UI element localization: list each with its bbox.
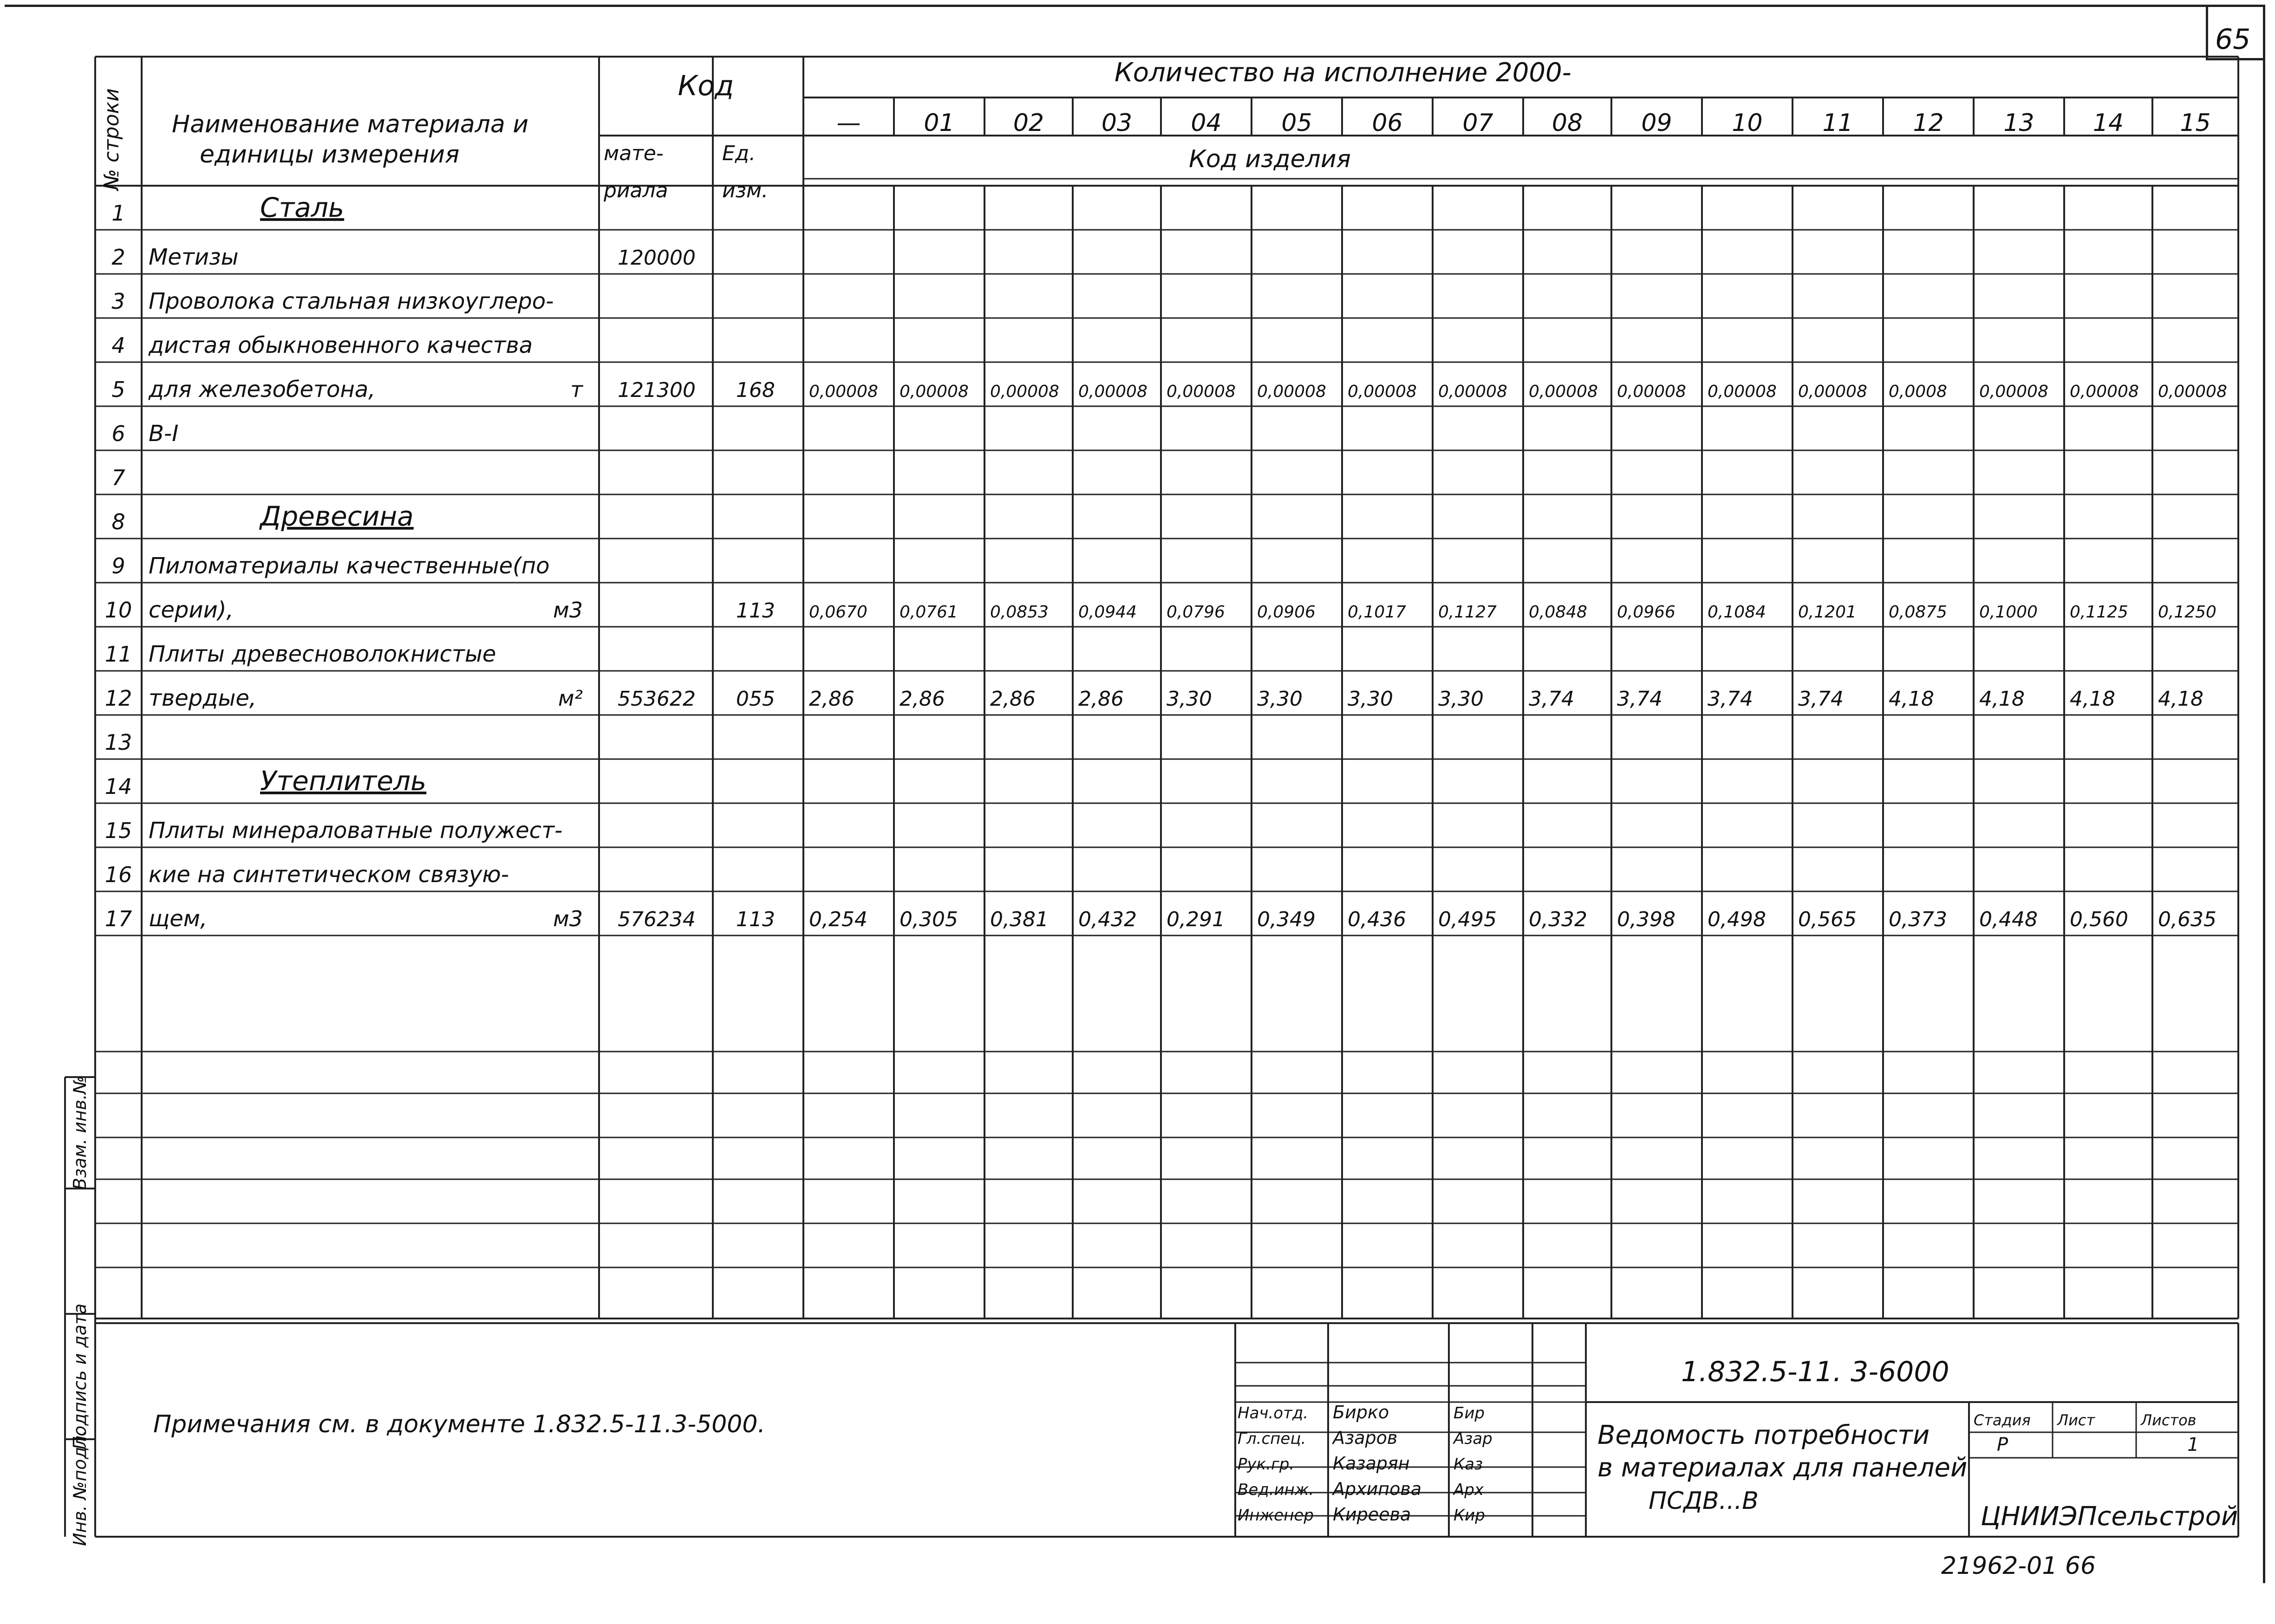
- quantity-value: 0,373: [1889, 908, 1947, 931]
- row-number: 2: [111, 245, 125, 270]
- quantity-value: 0,398: [1617, 908, 1675, 931]
- variant-header: 11: [1822, 109, 1853, 137]
- row-number: 6: [111, 421, 125, 446]
- variant-header: 06: [1372, 109, 1403, 137]
- material-name: серии),: [149, 597, 234, 623]
- variant-header: 12: [1913, 109, 1944, 137]
- variant-header: 04: [1191, 109, 1222, 137]
- quantity-value: 0,00008: [1438, 382, 1507, 401]
- quantity-value: 0,349: [1257, 908, 1316, 931]
- signatory-signature: Азар: [1454, 1429, 1493, 1448]
- archive-number: 21962-01 66: [1941, 1552, 2096, 1580]
- quantity-value: 3,74: [1529, 687, 1574, 711]
- sheet-label: Лист: [2057, 1411, 2095, 1429]
- material-code-header: риала: [604, 179, 668, 202]
- row-number: 4: [111, 333, 125, 358]
- material-name: Пиломатериалы качественные(по: [149, 553, 550, 579]
- material-name: В-I: [149, 421, 179, 447]
- quantity-value: 0,0796: [1167, 603, 1225, 622]
- material-name: твердые,: [149, 685, 257, 711]
- row-number-header: № строки: [100, 88, 124, 190]
- signatory-name: Азаров: [1333, 1428, 1398, 1448]
- quantity-value: 3,74: [1708, 687, 1753, 711]
- row-number: 8: [111, 509, 125, 534]
- quantity-value: 4,18: [1889, 687, 1934, 711]
- signatory-signature: Кир: [1454, 1506, 1485, 1525]
- quantity-value: 0,0875: [1889, 603, 1947, 622]
- signatory-role: Нач.отд.: [1238, 1404, 1309, 1423]
- quantity-value: 0,00008: [2070, 382, 2139, 401]
- quantity-value: 0,1017: [1348, 603, 1406, 622]
- sheets-label: Листов: [2141, 1411, 2197, 1429]
- document-title: Ведомость потребности: [1597, 1420, 1930, 1450]
- quantity-value: 0,565: [1798, 908, 1857, 931]
- quantity-value: 0,1250: [2158, 603, 2216, 622]
- signatory-signature: Бир: [1454, 1404, 1485, 1423]
- quantity-value: 0,00008: [990, 382, 1059, 401]
- code-header: Код: [678, 70, 734, 102]
- variant-header: 01: [924, 109, 955, 137]
- row-number: 10: [104, 598, 132, 623]
- quantity-value: 0,00008: [1167, 382, 1236, 401]
- side-stamp-label: Подпись и дата: [70, 1303, 90, 1450]
- unit-symbol: м²: [558, 686, 583, 711]
- variant-header: 08: [1551, 109, 1583, 137]
- section-heading: Сталь: [260, 192, 345, 223]
- document-note: Примечания см. в документе 1.832.5-11.3-5000.: [153, 1410, 766, 1438]
- material-name: для железобетона,: [149, 377, 376, 403]
- quantity-value: 0,0848: [1529, 603, 1587, 622]
- signatory-signature: Каз: [1454, 1455, 1483, 1474]
- unit-code: 113: [736, 599, 775, 623]
- quantity-value: 2,86: [809, 687, 854, 711]
- quantity-value: 0,00008: [2158, 382, 2227, 401]
- quantity-value: 0,254: [809, 908, 867, 931]
- document-title: ПСДВ...В: [1649, 1487, 1759, 1515]
- stage-value: Р: [1997, 1434, 2008, 1455]
- quantity-value: 2,86: [990, 687, 1036, 711]
- quantity-value: 4,18: [1979, 687, 2025, 711]
- quantity-value: 4,18: [2070, 687, 2115, 711]
- variant-header: 13: [2003, 109, 2034, 137]
- document-code: 1.832.5-11. 3-6000: [1681, 1356, 1949, 1388]
- unit-header: изм.: [722, 179, 769, 202]
- material-name: щем,: [149, 906, 208, 932]
- quantity-value: 2,86: [1078, 687, 1124, 711]
- quantity-value: 0,0853: [990, 603, 1049, 622]
- signatory-role: Инженер: [1238, 1506, 1314, 1525]
- name-header: единицы измерения: [200, 141, 460, 169]
- variant-header: 03: [1101, 109, 1133, 137]
- unit-code: 113: [736, 908, 775, 931]
- quantity-value: 0,00008: [1078, 382, 1147, 401]
- quantity-value: 2,86: [900, 687, 945, 711]
- unit-code: 168: [736, 378, 775, 402]
- row-number: 15: [104, 818, 132, 843]
- stage-label: Стадия: [1974, 1411, 2031, 1429]
- quantity-value: 0,381: [990, 908, 1049, 931]
- side-stamp-label: Инв. №подл.: [70, 1429, 90, 1546]
- material-name: Проволока стальная низкоуглеро-: [149, 288, 554, 314]
- material-code: 576234: [618, 908, 696, 931]
- variant-header: 09: [1641, 109, 1672, 137]
- quantity-value: 0,560: [2070, 908, 2128, 931]
- quantity-value: 0,332: [1529, 908, 1587, 931]
- quantity-value: 0,00008: [1979, 382, 2048, 401]
- row-number: 16: [104, 862, 132, 887]
- unit-header: Ед.: [722, 142, 756, 165]
- quantity-value: 0,00008: [1798, 382, 1867, 401]
- signatory-name: Киреева: [1333, 1504, 1411, 1525]
- row-number: 14: [104, 774, 132, 799]
- quantity-value: 0,0761: [900, 603, 958, 622]
- signatory-name: Архипова: [1333, 1479, 1422, 1499]
- material-name: кие на синтетическом связую-: [149, 862, 509, 888]
- quantity-value: 3,30: [1167, 687, 1212, 711]
- quantity-value: 0,305: [900, 908, 958, 931]
- quantity-value: 0,0008: [1889, 382, 1947, 401]
- material-name: дистая обыкновенного качества: [149, 332, 533, 358]
- name-header: Наименование материала и: [172, 110, 529, 138]
- signatory-name: Бирко: [1333, 1402, 1389, 1423]
- unit-symbol: т: [570, 377, 583, 402]
- quantity-header: Количество на исполнение 2000-: [1115, 58, 1571, 88]
- quantity-value: 0,495: [1438, 908, 1497, 931]
- quantity-value: 0,00008: [1348, 382, 1417, 401]
- quantity-value: 3,30: [1438, 687, 1484, 711]
- signatory-role: Рук.гр.: [1238, 1455, 1295, 1474]
- quantity-value: 0,291: [1167, 908, 1225, 931]
- section-heading: Утеплитель: [260, 765, 427, 797]
- quantity-value: 0,1000: [1979, 603, 2038, 622]
- material-name: Плиты минераловатные полужест-: [149, 818, 563, 844]
- quantity-value: 0,00008: [809, 382, 878, 401]
- unit-symbol: м3: [553, 598, 583, 623]
- row-number: 12: [104, 686, 132, 711]
- signatory-signature: Арх: [1454, 1481, 1484, 1499]
- quantity-value: 0,00008: [1708, 382, 1777, 401]
- unit-symbol: м3: [553, 906, 583, 931]
- quantity-value: 0,0906: [1257, 603, 1316, 622]
- quantity-value: 0,00008: [900, 382, 969, 401]
- row-number: 7: [111, 465, 125, 490]
- section-heading: Древесина: [260, 500, 414, 532]
- variant-header: 05: [1281, 109, 1312, 137]
- quantity-value: 0,0670: [809, 603, 867, 622]
- variant-header: 14: [2092, 109, 2124, 137]
- quantity-value: 0,448: [1979, 908, 2038, 931]
- signatory-name: Казарян: [1333, 1453, 1410, 1474]
- variant-header: —: [836, 109, 861, 137]
- row-number: 9: [111, 553, 125, 578]
- row-number: 3: [111, 289, 125, 314]
- material-code: 120000: [618, 246, 696, 270]
- quantity-value: 0,1125: [2070, 603, 2128, 622]
- quantity-value: 4,18: [2158, 687, 2203, 711]
- row-number: 5: [111, 377, 125, 402]
- document-title: в материалах для панелей: [1597, 1453, 1968, 1483]
- side-stamp-label: Взам. инв.№: [70, 1076, 90, 1190]
- signatory-role: Гл.спец.: [1238, 1429, 1306, 1448]
- signatory-role: Вед.инж.: [1238, 1481, 1314, 1499]
- row-number: 11: [104, 642, 132, 667]
- page-number: 65: [2215, 23, 2251, 56]
- quantity-value: 3,30: [1257, 687, 1303, 711]
- material-name: Плиты древесноволокнистые: [149, 641, 496, 667]
- quantity-value: 0,432: [1078, 908, 1137, 931]
- material-code-header: мате-: [604, 142, 664, 165]
- quantity-value: 0,498: [1708, 908, 1766, 931]
- quantity-value: 3,30: [1348, 687, 1393, 711]
- row-number: 13: [104, 730, 132, 755]
- material-code: 121300: [618, 378, 696, 402]
- quantity-value: 0,0944: [1078, 603, 1137, 622]
- quantity-value: 3,74: [1798, 687, 1844, 711]
- organization-name: ЦНИИЭПсельстрой: [1981, 1501, 2238, 1532]
- unit-code: 055: [736, 687, 775, 711]
- variant-header: 02: [1013, 109, 1044, 137]
- quantity-value: 0,1084: [1708, 603, 1766, 622]
- material-name: Метизы: [149, 244, 239, 270]
- row-number: 1: [111, 201, 125, 226]
- material-code: 553622: [618, 687, 696, 711]
- quantity-value: 0,635: [2158, 908, 2216, 931]
- quantity-value: 0,00008: [1529, 382, 1598, 401]
- variant-header: 07: [1462, 109, 1493, 137]
- quantity-value: 0,1127: [1438, 603, 1497, 622]
- quantity-value: 0,0966: [1617, 603, 1675, 622]
- quantity-value: 0,436: [1348, 908, 1406, 931]
- quantity-value: 0,00008: [1257, 382, 1326, 401]
- quantity-value: 0,00008: [1617, 382, 1686, 401]
- sheets-value: 1: [2187, 1434, 2199, 1455]
- quantity-value: 3,74: [1617, 687, 1662, 711]
- product-code-header: Код изделия: [1189, 145, 1351, 173]
- variant-header: 10: [1732, 109, 1763, 137]
- quantity-value: 0,1201: [1798, 603, 1857, 622]
- variant-header: 15: [2180, 109, 2211, 137]
- row-number: 17: [104, 906, 132, 931]
